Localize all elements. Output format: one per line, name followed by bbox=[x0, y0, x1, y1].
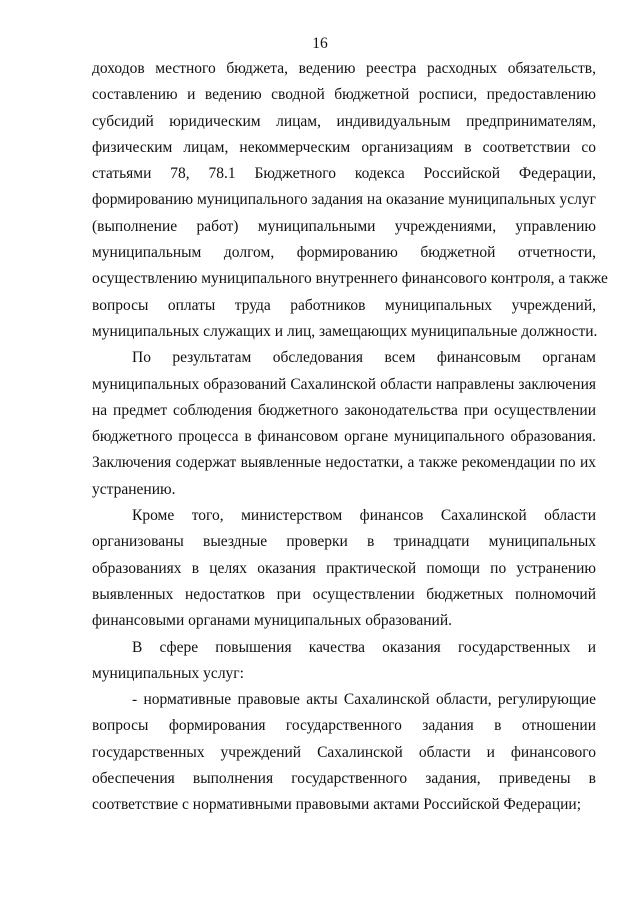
paragraph-field-inspections bbox=[92, 503, 596, 634]
text-line: муниципальных служащих и лиц, замещающих муниципальные должности. bbox=[92, 322, 598, 340]
text-line: обеспечения выполнения государственного задания, приведены в bbox=[92, 770, 596, 788]
document-body bbox=[92, 56, 608, 819]
paragraph-survey-results bbox=[92, 345, 596, 503]
paragraph-normative-acts bbox=[92, 687, 596, 818]
text-line: осуществлению муниципального внутреннего финансового контроля, а также bbox=[92, 270, 608, 288]
text-line: образованиях в целях оказания практической помощи по устранению bbox=[92, 559, 596, 577]
text-line: (выполнение работ) муниципальными учреждениями, управлению bbox=[92, 217, 596, 235]
text-line: на предмет соблюдения бюджетного законодательства при осуществлении bbox=[92, 401, 596, 419]
text-line: В сфере повышения качества оказания государственных и bbox=[132, 638, 596, 656]
text-line: - нормативные правовые акты Сахалинской области, регулирующие bbox=[132, 691, 596, 709]
text-line: бюджетного процесса в финансовом органе муниципального образования. bbox=[92, 428, 596, 446]
text-line: Кроме того, министерством финансов Сахалинской области bbox=[132, 507, 596, 525]
text-line: организованы выездные проверки в тринадцати муниципальных bbox=[92, 533, 596, 551]
text-line: устранению. bbox=[92, 480, 176, 498]
text-line: субсидий юридическим лицам, индивидуальным предпринимателям, bbox=[92, 112, 596, 130]
text-line: формированию муниципального задания на оказание муниципальных услуг bbox=[92, 191, 596, 209]
text-line: финансовыми органами муниципальных образований. bbox=[92, 612, 453, 630]
text-line: физическим лицам, некоммерческим организациям в соответствии со bbox=[92, 138, 596, 156]
text-line: составлению и ведению сводной бюджетной росписи, предоставлению bbox=[92, 86, 596, 104]
text-line: вопросы формирования государственного задания в отношении bbox=[92, 717, 596, 735]
text-line: По результатам обследования всем финансовым органам bbox=[132, 349, 596, 367]
text-line: статьями 78, 78.1 Бюджетного кодекса Российской Федерации, bbox=[92, 165, 596, 183]
paragraph-services-quality bbox=[92, 635, 596, 688]
text-line: выявленных недостатков при осуществлении бюджетных полномочий bbox=[92, 585, 596, 603]
page-number: 16 bbox=[312, 35, 328, 52]
text-line: муниципальных услуг: bbox=[92, 664, 244, 682]
text-line: государственных учреждений Сахалинской области и финансового bbox=[92, 743, 596, 761]
text-line: Заключения содержат выявленные недостатки, а также рекомендации по их bbox=[92, 454, 596, 472]
text-line: муниципальных образований Сахалинской области направлены заключения bbox=[92, 375, 596, 393]
paragraph-budget-functions bbox=[92, 56, 608, 345]
text-line: соответствие с нормативными правовыми актами Российской Федерации; bbox=[92, 796, 582, 814]
text-line: вопросы оплаты труда работников муниципальных учреждений, bbox=[92, 296, 596, 314]
text-line: муниципальным долгом, формированию бюджетной отчетности, bbox=[92, 244, 596, 262]
text-line: доходов местного бюджета, ведению реестра расходных обязательств, bbox=[92, 60, 596, 77]
